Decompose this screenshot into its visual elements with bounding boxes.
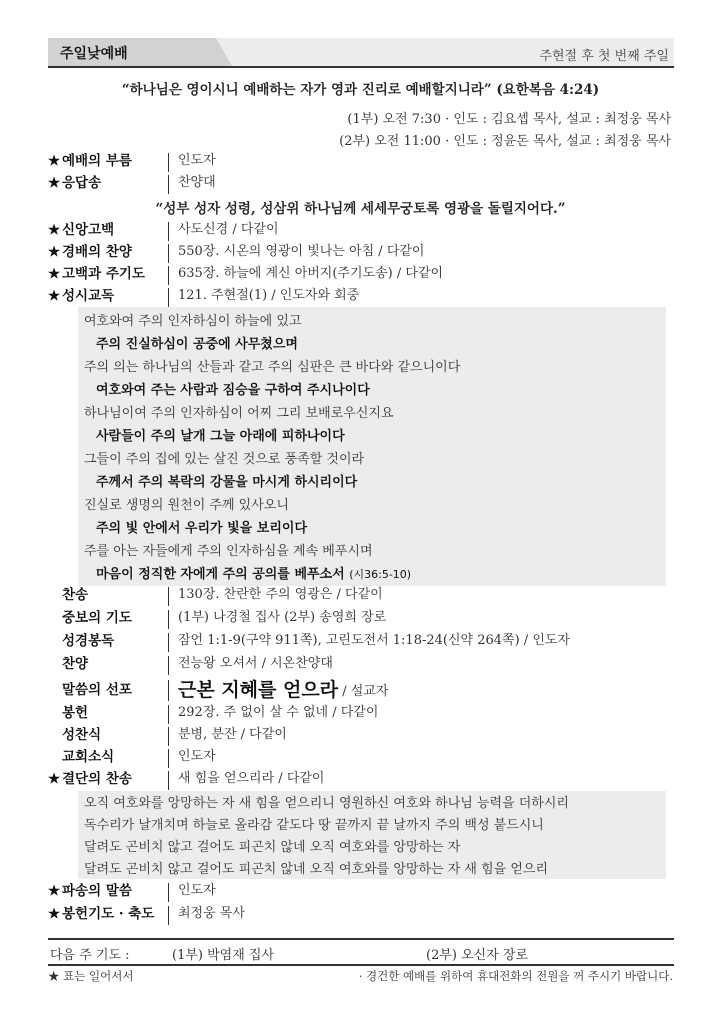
divider [168,288,169,307]
divider [168,633,169,652]
order-value: 사도신경 / 다같이 [178,222,279,237]
sermon-suffix: / 설교자 [338,684,389,699]
order-value: 인도자 [178,883,216,898]
order-label: 성시교독 [62,288,115,304]
divider [168,266,169,285]
service-2: (2부) 오전 11:00 · 인도 : 정윤돈 목사, 설교 : 최정웅 목사 [339,134,671,149]
order-value: 인도자 [178,153,216,168]
divider [168,680,169,701]
order-label: 성찬식 [62,727,102,743]
order-value: 292장. 주 없이 살 수 없네 / 다같이 [178,705,379,720]
doxology-quote: “성부 성자 성령, 성삼위 하나님께 세세무궁토록 영광을 돌릴지어다.” [155,201,566,217]
order-label: 예배의 부름 [62,153,132,169]
order-label: 찬양 [62,656,89,672]
next-week-prayer-1: (1부) 박염재 집사 [172,948,275,963]
star-icon: ★ [48,288,61,304]
star-icon: ★ [48,244,61,260]
phone-note: · 경건한 예배를 위하여 휴대전화의 전원을 꺼 주시기 바랍니다. [358,969,673,983]
reading-line: 주의 진실하심이 공중에 사무쳤으며 [96,337,298,352]
order-value: 130장. 찬란한 주의 영광은 / 다같이 [178,587,383,602]
divider [168,610,169,629]
hymn-line: 달려도 곤비치 않고 걸어도 피곤치 않네 오직 여호와를 앙망하는 자 [84,840,461,855]
reading-line: 주를 아는 자들에게 주의 인자하심을 계속 베푸시며 [84,544,373,559]
sermon-title: 근본 지혜를 얻으라 [178,679,339,701]
divider [168,153,169,172]
header-subtitle: 주현절 후 첫 번째 주일 [539,49,669,64]
theme-verse: “하나님은 영이시니 예배하는 자가 영과 진리로 예배할지니라” (요한복음 4:24) [121,82,600,98]
order-value: (1부) 나경철 집사 (2부) 송영희 장로 [178,610,387,625]
next-week-label: 다음 주 기도 : [50,948,130,963]
divider [168,705,169,724]
order-label: 봉헌기도 · 축도 [62,906,155,922]
order-value: 121. 주현절(1) / 인도자와 회중 [178,288,360,303]
star-icon: ★ [48,175,61,191]
star-icon: ★ [48,771,61,787]
reading-line: 주의 의는 하나님의 산들과 같고 주의 심판은 큰 바다와 같으니이다 [84,360,461,375]
page-title: 주일낮예배 [60,46,128,62]
reading-text: 마음이 정직한 자에게 주의 공의를 베푸소서 [96,567,345,582]
divider [168,587,169,606]
reading-line: 진실로 생명의 원천이 주께 있사오니 [84,498,289,513]
divider [168,727,169,746]
star-icon: ★ [48,906,61,922]
order-label: 봉헌 [62,705,89,721]
order-label: 응답송 [62,175,102,191]
reading-reference: (시36:5-10) [349,568,412,581]
standing-note: ★ 표는 일어서서 [48,969,134,983]
order-value: 최정웅 목사 [178,906,245,921]
hymn-line: 달려도 곤비치 않고 걸어도 피곤치 않네 오직 여호와를 앙망하는 자 새 힘을 얻으리 [84,862,549,877]
star-icon: ★ [48,266,61,282]
divider [168,175,169,194]
divider [168,883,169,902]
header-divider [48,66,674,68]
divider [168,244,169,263]
order-label: 파송의 말씀 [62,883,132,899]
reading-line: 하나님이여 주의 인자하심이 어찌 그리 보배로우신지요 [84,406,394,421]
hymn-line: 독수리가 날개치며 하늘로 올라감 같도다 땅 끝까지 끝 날까지 주의 백성 붙드시니 [84,818,544,833]
order-label: 성경봉독 [62,633,115,649]
order-label: 신앙고백 [62,222,115,238]
order-label: 경배의 찬양 [62,244,132,260]
order-label: 찬송 [62,587,89,603]
order-value: 분병, 분잔 / 다같이 [178,727,287,742]
reading-line: 주께서 주의 복락의 강물을 마시게 하시리이다 [96,475,358,490]
order-value: 550장. 시온의 영광이 빛나는 아침 / 다같이 [178,244,425,259]
reading-line: 주의 빛 안에서 우리가 빛을 보리이다 [96,521,307,536]
order-value: 찬양대 [178,175,216,190]
order-label: 고백과 주기도 [62,266,145,282]
footer-divider-top [48,938,674,940]
service-1: (1부) 오전 7:30 · 인도 : 김요셉 목사, 설교 : 최정웅 목사 [347,112,671,127]
order-value: 새 힘을 얻으리라 / 다같이 [178,771,325,786]
reading-line: 그들이 주의 집에 있는 살진 것으로 풍족할 것이라 [84,452,365,467]
next-week-prayer-2: (2부) 오신자 장로 [426,948,529,963]
reading-line: 사람들이 주의 날개 그늘 아래에 피하나이다 [96,429,345,444]
order-label: 말씀의 선포 [62,682,132,698]
order-value: 635장. 하늘에 계신 아버지(주기도송) / 다같이 [178,266,444,281]
divider [168,656,169,675]
order-value: 전능왕 오셔서 / 시온찬양대 [178,656,333,671]
star-icon: ★ [48,883,61,899]
order-label: 중보의 기도 [62,610,132,626]
divider [168,749,169,768]
reading-line: 여호와여 주의 인자하심이 하늘에 있고 [84,314,302,329]
star-icon: ★ [48,153,61,169]
footer-divider-bottom [48,964,674,966]
divider [168,222,169,241]
sermon-title-line [178,677,388,705]
reading-line [96,563,411,582]
order-value: 인도자 [178,749,216,764]
order-value: 잠언 1:1-9(구약 911쪽), 고린도전서 1:18-24(신약 264쪽) / 인도자 [178,633,570,648]
star-icon: ★ [48,222,61,238]
reading-line: 여호와여 주는 사람과 짐승을 구하여 주시나이다 [96,383,370,398]
hymn-line: 오직 여호와를 앙망하는 자 새 힘을 얻으리니 영원하신 여호와 하나님 능력을 더하시리 [84,796,569,811]
divider [168,906,169,925]
order-label: 결단의 찬송 [62,771,132,787]
order-label: 교회소식 [62,749,115,765]
divider [168,771,169,790]
